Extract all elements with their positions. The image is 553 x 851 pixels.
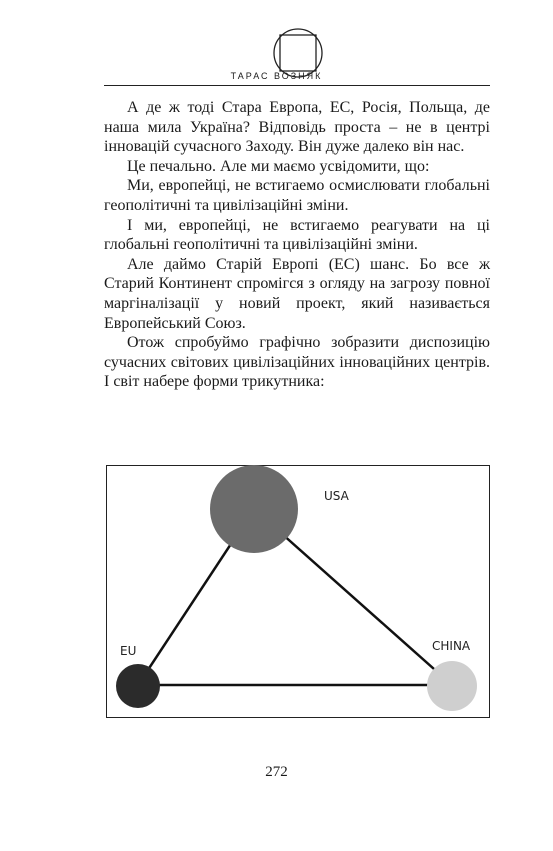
paragraph: А де ж тоді Стара Европа, ЕС, Росія, Польща, де наша мила Україна? Відповідь проста – не в центрі інновацій сучасного Заходу. Він дуже далеко він нас. bbox=[104, 99, 490, 156]
paragraph: Але даймо Старій Европі (ЕС) шанс. Бо все ж Старий Континент спромігся з огляду на загрозу повної маргіналізації у новий проект, який називається Европейський Союз. bbox=[104, 255, 490, 332]
paragraph: Ми, европейці, не встигаемо осмислювати глобальні геополітичні та цивілізаційні зміни. bbox=[104, 177, 490, 214]
node-label-usa: USA bbox=[324, 489, 349, 503]
triangle-diagram bbox=[106, 465, 490, 718]
paragraph: І ми, европейці, не встигаемо реагувати на ці глобальні геополітичні та цивілізаційні зміни. bbox=[104, 216, 490, 254]
page-number: 272 bbox=[265, 764, 288, 780]
node-label-eu: EU bbox=[120, 644, 137, 658]
node-label-china: CHINA bbox=[432, 639, 471, 653]
paragraph: Це печально. Але ми маємо усвідомити, що: bbox=[127, 157, 430, 175]
running-header-author: ТАРАС ВОЗНЯК bbox=[230, 71, 323, 81]
paragraph: Отож спробуймо графічно зобразити диспозицію сучасних світових цивілізаційних інноваційних центрів. І світ набере форми трикутника: bbox=[104, 334, 490, 391]
node-eu bbox=[116, 664, 160, 708]
body-text bbox=[104, 98, 490, 392]
header-rule bbox=[104, 85, 490, 86]
node-usa bbox=[210, 465, 298, 553]
node-china bbox=[427, 661, 477, 711]
